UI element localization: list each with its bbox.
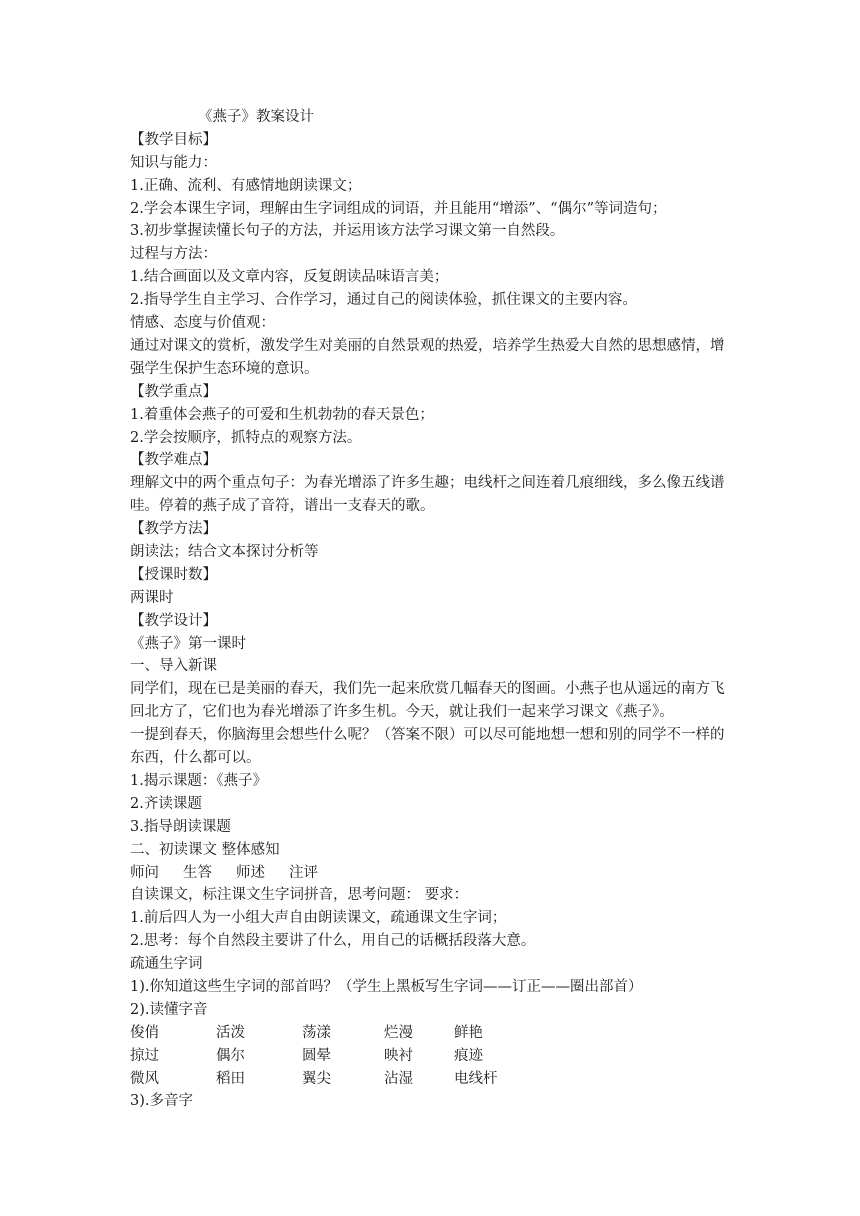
key-item: 1.着重体会燕子的可爱和生机勃勃的春天景色； bbox=[130, 406, 434, 423]
word: 掠过 bbox=[130, 1047, 159, 1064]
process-item: 2.指导学生自主学习、合作学习，通过自己的阅读体验，抓住课文的主要内容。 bbox=[130, 292, 637, 309]
section-heading-design: 【教学设计】 bbox=[130, 612, 217, 629]
section-heading-difficult: 【教学难点】 bbox=[130, 452, 217, 469]
word: 痕迹 bbox=[454, 1047, 483, 1064]
word: 沾湿 bbox=[384, 1070, 413, 1087]
roles-row bbox=[130, 862, 735, 885]
word: 烂漫 bbox=[384, 1024, 413, 1041]
vocab-item: 1).你知道这些生字词的部首吗？（学生上黑板写生字词——订正——圈出部首） bbox=[130, 978, 643, 995]
intro-item: 1.揭示课题：《燕子》 bbox=[130, 772, 268, 789]
subheading-knowledge: 知识与能力： bbox=[130, 154, 217, 171]
knowledge-item: 2.学会本课生字词，理解由生字词组成的词语，并且能用“增添”、“偶尔”等词造句； bbox=[130, 200, 667, 217]
key-item: 2.学会按顺序，抓特点的观察方法。 bbox=[130, 429, 362, 446]
document-body bbox=[130, 106, 735, 1113]
word: 偶尔 bbox=[216, 1047, 245, 1064]
word: 微风 bbox=[130, 1070, 159, 1087]
word: 鲜艳 bbox=[454, 1024, 483, 1041]
vocab-item: 3).多音字 bbox=[130, 1093, 193, 1110]
vocab-heading: 疏通生字词 bbox=[130, 956, 203, 973]
step-title-reading: 二、初读课文 整体感知 bbox=[130, 841, 280, 858]
reading-item: 1.前后四人为一小组大声自由朗读课文，疏通课文生字词； bbox=[130, 910, 507, 927]
vocab-item: 2).读懂字音 bbox=[130, 1001, 208, 1018]
word: 圆晕 bbox=[302, 1047, 331, 1064]
section-heading-goals: 【教学目标】 bbox=[130, 131, 217, 148]
subheading-process: 过程与方法： bbox=[130, 246, 217, 263]
word: 翼尖 bbox=[302, 1070, 331, 1087]
intro-paragraph: 同学们，现在已是美丽的春天，我们先一起来欣赏几幅春天的图画。小燕子也从遥远的南方飞回北方了，它们也为春光增添了许多生机。今天，就让我们一起来学习课文《燕子》。 bbox=[130, 681, 725, 721]
intro-item: 3.指导朗读课题 bbox=[130, 818, 231, 835]
word: 俊俏 bbox=[130, 1024, 159, 1041]
reading-paragraph: 自读课文，标注课文生字词拼音，思考问题： 要求： bbox=[130, 887, 469, 904]
role-label: 注评 bbox=[289, 864, 318, 881]
word: 稻田 bbox=[216, 1070, 245, 1087]
hours-text: 两课时 bbox=[130, 589, 174, 606]
knowledge-item: 3.初步掌握读懂长句子的方法，并运用该方法学习课文第一自然段。 bbox=[130, 223, 565, 240]
emotion-paragraph: 通过对课文的赏析，激发学生对美丽的自然景观的热爱，培养学生热爱大自然的思想感情，增强学生保护生态环境的意识。 bbox=[130, 337, 725, 377]
intro-paragraph: 一提到春天，你脑海里会想些什么呢？（答案不限）可以尽可能地想一想和别的同学不一样的东西，什么都可以。 bbox=[130, 727, 725, 767]
process-item: 1.结合画面以及文章内容，反复朗读品味语言美； bbox=[130, 269, 449, 286]
section-heading-hours: 【授课时数】 bbox=[130, 566, 217, 583]
reading-item: 2.思考：每个自然段主要讲了什么，用自己的话概括段落大意。 bbox=[130, 933, 536, 950]
intro-item: 2.齐读课题 bbox=[130, 795, 202, 812]
section-heading-method: 【教学方法】 bbox=[130, 521, 217, 538]
word: 活泼 bbox=[216, 1024, 245, 1041]
word: 电线杆 bbox=[454, 1070, 498, 1087]
knowledge-item: 1.正确、流利、有感情地朗读课文； bbox=[130, 177, 362, 194]
word-row bbox=[130, 1045, 735, 1068]
section-heading-key: 【教学重点】 bbox=[130, 383, 217, 400]
word: 映衬 bbox=[384, 1047, 413, 1064]
method-text: 朗读法；结合文本探讨分析等 bbox=[130, 543, 319, 560]
word-row bbox=[130, 1068, 735, 1091]
step-title-intro: 一、导入新课 bbox=[130, 658, 217, 675]
role-label: 生答 bbox=[183, 864, 212, 881]
role-label: 师问 bbox=[130, 864, 159, 881]
lesson-title: 《燕子》第一课时 bbox=[130, 635, 246, 652]
word: 荡漾 bbox=[302, 1024, 331, 1041]
difficult-paragraph: 理解文中的两个重点句子：为春光增添了许多生趣；电线杆之间连着几痕细线，多么像五线谱哇。停着的燕子成了音符，谱出一支春天的歌。 bbox=[130, 475, 725, 515]
word-row bbox=[130, 1022, 735, 1045]
role-label: 师述 bbox=[236, 864, 265, 881]
subheading-emotion: 情感、态度与价值观： bbox=[130, 315, 275, 332]
document-title: 《燕子》教案设计 bbox=[198, 109, 314, 125]
